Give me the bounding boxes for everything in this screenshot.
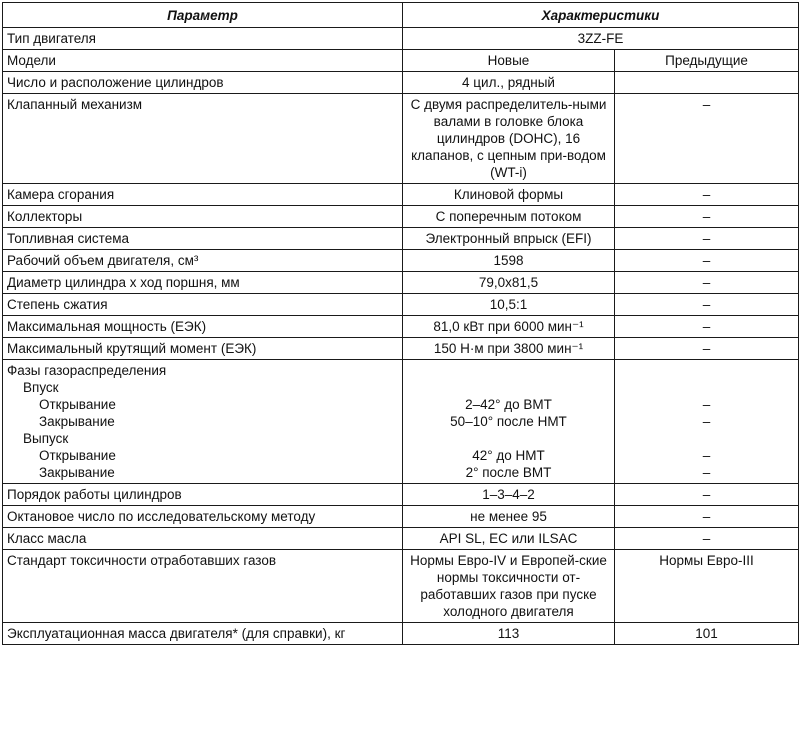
table-row [3,72,799,94]
value-prev: Нормы Евро-III [615,550,799,623]
table-row [3,484,799,506]
table-row [3,272,799,294]
intake-open-new: 2–42° до ВМТ [465,397,552,412]
intake-close-label: Закрывание [39,414,115,429]
table-row [3,506,799,528]
table-row [3,28,799,50]
valve-timing-labels [3,360,403,484]
table-row [3,184,799,206]
value-new: С поперечным потоком [403,206,615,228]
value-new: не менее 95 [403,506,615,528]
table-row [3,294,799,316]
table-row [3,50,799,72]
models-new: Новые [403,50,615,72]
param-label: Топливная система [3,228,403,250]
param-label: Класс масла [3,528,403,550]
value-new: 79,0х81,5 [403,272,615,294]
table-row [3,206,799,228]
param-label: Модели [3,50,403,72]
param-label: Порядок работы цилиндров [3,484,403,506]
exhaust-open-label: Открывание [39,448,116,463]
value-new: 10,5:1 [403,294,615,316]
header-param: Параметр [3,3,403,28]
value-new: Нормы Евро-IV и Европей-ские нормы токсичности от-работавших газов при пуске холодного двигателя [403,550,615,623]
value-prev: – [615,338,799,360]
models-prev: Предыдущие [615,50,799,72]
param-label: Диаметр цилиндра х ход поршня, мм [3,272,403,294]
param-label: Максимальная мощность (ЕЭК) [3,316,403,338]
param-label: Число и расположение цилиндров [3,72,403,94]
valve-timing-new [403,360,615,484]
value-new: Клиновой формы [403,184,615,206]
engine-type-value: 3ZZ-FE [403,28,799,50]
exhaust-open-prev: – [702,448,711,463]
table-row-valve-timing [3,360,799,484]
value-prev: – [615,484,799,506]
value-prev: 101 [615,623,799,645]
value-new: 1–3–4–2 [403,484,615,506]
header-row [3,3,799,28]
value-new: 150 Н·м при 3800 мин⁻¹ [403,338,615,360]
param-label: Тип двигателя [3,28,403,50]
exhaust-close-new: 2° после ВМТ [465,465,552,480]
value-new: API SL, ЕС или ILSAC [403,528,615,550]
table-row [3,228,799,250]
param-label: Эксплуатационная масса двигателя* (для справки), кг [3,623,403,645]
value-prev: – [615,528,799,550]
intake-open-label: Открывание [39,397,116,412]
table-row [3,250,799,272]
value-new: Электронный впрыск (EFI) [403,228,615,250]
param-label: Октановое число по исследовательскому методу [3,506,403,528]
param-label: Клапанный механизм [3,94,403,184]
table-row [3,550,799,623]
value-new: 81,0 кВт при 6000 мин⁻¹ [403,316,615,338]
value-new: С двумя распределитель-ными валами в головке блока цилиндров (DOHC), 16 клапанов, с цепным при-водом (WT-i) [403,94,615,184]
param-label: Камера сгорания [3,184,403,206]
value-prev: – [615,506,799,528]
value-new: 1598 [403,250,615,272]
value-prev: – [615,250,799,272]
exhaust-close-label: Закрывание [39,465,115,480]
value-prev [615,72,799,94]
value-prev: – [615,316,799,338]
value-prev: – [615,184,799,206]
value-new: 4 цил., рядный [403,72,615,94]
table-row [3,623,799,645]
value-new: 113 [403,623,615,645]
exhaust-label: Выпуск [23,431,69,446]
valve-timing-prev [615,360,799,484]
value-prev: – [615,228,799,250]
param-label: Фазы газораспределения [7,363,167,378]
value-prev: – [615,272,799,294]
param-label: Максимальный крутящий момент (ЕЭК) [3,338,403,360]
header-characteristics: Характеристики [403,3,799,28]
table-row [3,94,799,184]
value-prev: – [615,94,799,184]
value-prev: – [615,206,799,228]
table-row [3,338,799,360]
exhaust-close-prev: – [702,465,711,480]
param-label: Стандарт токсичности отработавших газов [3,550,403,623]
table-row [3,316,799,338]
intake-label: Впуск [23,380,59,395]
value-prev: – [615,294,799,316]
param-label: Коллекторы [3,206,403,228]
param-label: Степень сжатия [3,294,403,316]
intake-close-prev: – [702,414,711,429]
intake-open-prev: – [702,397,711,412]
param-label: Рабочий объем двигателя, см³ [3,250,403,272]
spec-table [2,2,799,645]
intake-close-new: 50–10° после НМТ [450,414,567,429]
table-row [3,528,799,550]
exhaust-open-new: 42° до НМТ [472,448,545,463]
